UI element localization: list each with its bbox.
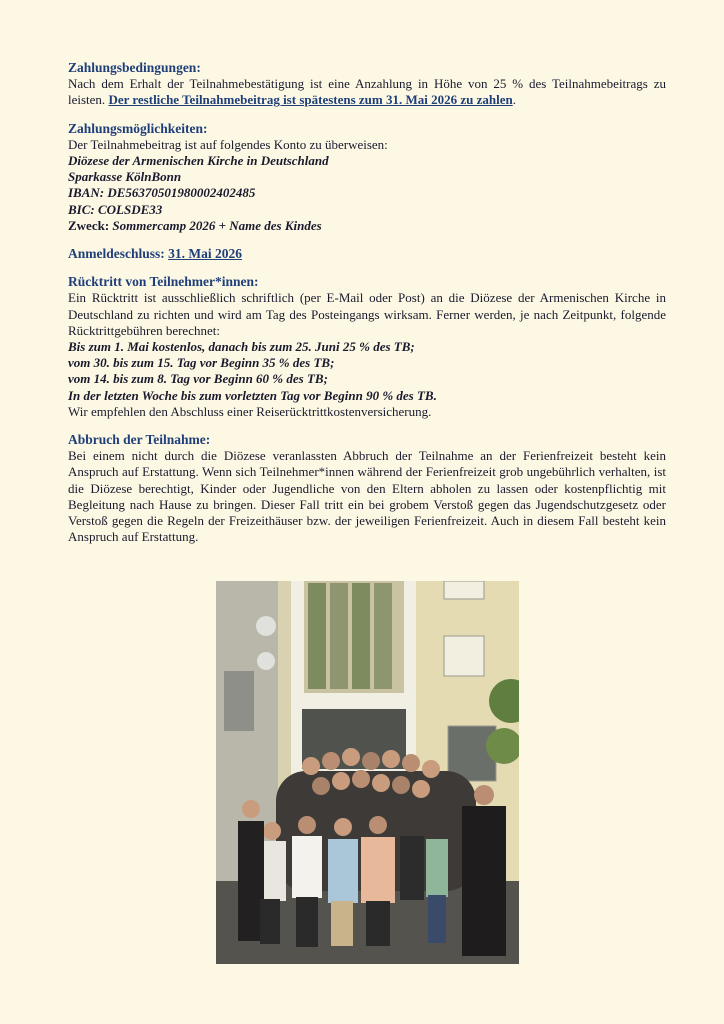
payment-terms-text [68, 76, 666, 108]
payment-options-section [68, 121, 666, 234]
iban: IBAN: DE56370501980002402485 [68, 185, 256, 201]
payment-terms-heading: Zahlungsbedingungen: [68, 60, 201, 75]
payment-options-heading: Zahlungsmöglichkeiten: [68, 120, 208, 136]
withdrawal-heading: Rücktritt von Teilnehmer*innen: [68, 274, 259, 290]
payment-terms-section [68, 60, 666, 109]
withdrawal-section [68, 274, 666, 420]
bank-name: Sparkasse KölnBonn [68, 169, 182, 185]
payment-deadline-highlight: Der restliche Teilnahmebeitrag ist spätestens zum 31. Mai 2026 zu zahlen [108, 92, 513, 108]
fee-item: Bis zum 1. Mai kostenlos, danach bis zum 25. Juni 25 % des TB; [68, 339, 415, 355]
withdrawal-text: Ein Rücktritt ist ausschließlich schriftlich (per E-Mail oder Post) an die Diözese der Armenischen Kirche in Deutschland zu richten und wird am Tag des Posteingangs wirksam. Ferner werden, je nach Zeitpunkt, folgende Rücktrittgebühren berechnet: [68, 290, 666, 338]
group-photo-illustration [216, 581, 519, 964]
deadline-section [68, 246, 666, 262]
termination-section [68, 432, 666, 545]
deadline-line [68, 246, 666, 262]
termination-text: Bei einem nicht durch die Diözese veranlassten Abbruch der Teilnahme an der Ferienfreizeit besteht kein Anspruch auf Erstattung. Wenn sich Teilnehmer*innen während der Ferienfreizeit grob ungebührlich verhalten, ist die Diözese berechtigt, Kinder oder Jugendliche von den Eltern abholen zu lassen oder kostenpflichtig mit Begleitung nach Hause zu bringen. Dieser Fall tritt ein bei grobem Verstoß gegen das Jugendschutzgesetz oder Verstoß gegen die Regeln der Freizeithäuser bzw. der jeweiligen Ferienfreizeit. Auch in diesem Fall besteht kein Anspruch auf Erstattung. [68, 448, 666, 545]
payment-options-intro: Der Teilnahmebeitrag ist auf folgendes Konto zu überweisen: [68, 136, 388, 152]
deadline-date: 31. Mai 2026 [168, 246, 243, 262]
fee-item: vom 14. bis zum 8. Tag vor Beginn 60 % des TB; [68, 371, 328, 387]
deadline-label: Anmeldeschluss: [68, 246, 169, 262]
insurance-recommendation: Wir empfehlen den Abschluss einer Reiserücktrittkostenversicherung. [68, 403, 432, 419]
fee-item: vom 30. bis zum 15. Tag vor Beginn 35 % des TB; [68, 355, 335, 371]
purpose-value: Sommercamp 2026 + Name des Kindes [112, 217, 322, 233]
purpose-label: Zweck: [68, 217, 113, 233]
payment-terms-body: Nach dem Erhalt der Teilnahmebestätigung ist eine Anzahlung in Höhe von 25 % des Teilnahmebeitrags zu leisten. [68, 76, 666, 108]
account-holder: Diözese der Armenischen Kirche in Deutschland [68, 153, 329, 169]
fee-item: In der letzten Woche bis zum vorletzten Tag vor Beginn 90 % des TB. [68, 387, 437, 403]
document-body [68, 60, 666, 557]
bic: BIC: COLSDE33 [68, 201, 163, 217]
payment-purpose [68, 218, 666, 234]
payment-terms-end: . [512, 92, 516, 108]
termination-heading: Abbruch der Teilnahme: [68, 432, 211, 448]
group-photo [216, 581, 519, 964]
